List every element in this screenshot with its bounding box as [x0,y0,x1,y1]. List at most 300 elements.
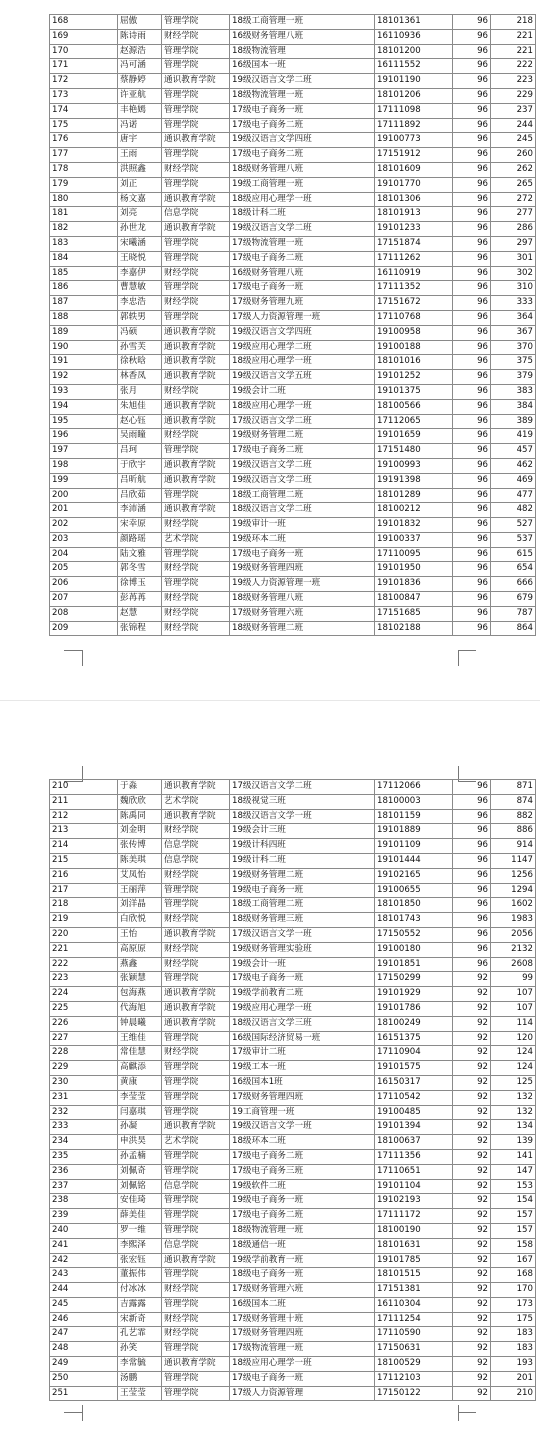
class-name-cell: 18级计科二班 [230,207,375,222]
student-id-cell: 17110651 [375,1164,453,1179]
table-row [50,296,536,311]
rank-cell: 141 [491,1149,536,1164]
class-name-cell: 17级财务管理六班 [230,1283,375,1298]
college-cell: 管理学院 [162,118,230,133]
rank-cell: 679 [491,592,536,607]
class-name-cell: 16级财务管理八班 [230,266,375,281]
college-cell: 管理学院 [162,148,230,163]
college-cell: 管理学院 [162,1194,230,1209]
student-name-cell: 安佳琦 [118,1194,162,1209]
college-cell: 财经学院 [162,592,230,607]
row-number-cell: 191 [50,355,118,370]
table-row [50,1090,536,1105]
student-id-cell: 17151874 [375,236,453,251]
page-corner-mark [64,650,82,667]
row-number-cell: 198 [50,458,118,473]
student-id-cell: 17111254 [375,1312,453,1327]
class-name-cell: 17级财务管理九班 [230,296,375,311]
student-id-cell: 18100003 [375,794,453,809]
student-name-cell: 于淼 [118,780,162,795]
table-row [50,1223,536,1238]
table-row [50,1194,536,1209]
student-id-cell: 16110304 [375,1297,453,1312]
college-cell: 通识教育学院 [162,414,230,429]
student-name-cell: 罗一维 [118,1223,162,1238]
student-id-cell: 18101289 [375,488,453,503]
rank-cell: 154 [491,1194,536,1209]
table-row [50,957,536,972]
table-row [50,473,536,488]
college-cell: 管理学院 [162,251,230,266]
class-name-cell: 19级汉语言文学五班 [230,370,375,385]
table-row [50,488,536,503]
row-number-cell: 229 [50,1061,118,1076]
student-id-cell: 19101444 [375,853,453,868]
class-name-cell: 19级电子商务一班 [230,883,375,898]
student-name-cell: 艾凤怡 [118,868,162,883]
score-cell: 96 [453,340,491,355]
rank-cell: 262 [491,162,536,177]
rank-cell: 193 [491,1357,536,1372]
college-cell: 通识教育学院 [162,370,230,385]
student-id-cell: 17112065 [375,414,453,429]
table-row [50,562,536,577]
student-name-cell: 刘佩奇 [118,1164,162,1179]
rank-cell: 201 [491,1371,536,1386]
college-cell: 管理学院 [162,59,230,74]
student-name-cell: 孙凝 [118,1120,162,1135]
student-name-cell: 赵慧 [118,606,162,621]
student-name-cell: 洪照鑫 [118,162,162,177]
college-cell: 管理学院 [162,177,230,192]
student-id-cell: 19101950 [375,562,453,577]
score-cell: 92 [453,972,491,987]
student-name-cell: 李常毓 [118,1357,162,1372]
class-name-cell: 18级视觉三班 [230,794,375,809]
class-name-cell: 19级学前教育二班 [230,987,375,1002]
college-cell: 通识教育学院 [162,222,230,237]
row-number-cell: 218 [50,898,118,913]
score-cell: 96 [453,15,491,30]
row-number-cell: 251 [50,1386,118,1401]
rank-cell: 99 [491,972,536,987]
college-cell: 财经学院 [162,29,230,44]
table-row [50,868,536,883]
rank-cell: 260 [491,148,536,163]
rank-cell: 787 [491,606,536,621]
rank-cell: 167 [491,1253,536,1268]
class-name-cell: 18级汉语言文学三班 [230,1016,375,1031]
student-id-cell: 18101016 [375,355,453,370]
class-name-cell: 17级汉语言文学二班 [230,780,375,795]
student-id-cell: 19101889 [375,824,453,839]
score-cell: 96 [453,518,491,533]
table-row [50,133,536,148]
rank-cell: 147 [491,1164,536,1179]
class-name-cell: 17级电子商务一班 [230,972,375,987]
college-cell: 管理学院 [162,1164,230,1179]
student-name-cell: 宋幸原 [118,518,162,533]
college-cell: 管理学院 [162,1061,230,1076]
student-id-cell: 19100485 [375,1105,453,1120]
rank-cell: 245 [491,133,536,148]
college-cell: 管理学院 [162,1209,230,1224]
score-cell: 92 [453,1135,491,1150]
student-name-cell: 白欣悦 [118,913,162,928]
rank-cell: 871 [491,780,536,795]
student-name-cell: 王雨 [118,148,162,163]
rank-cell: 244 [491,118,536,133]
rank-cell: 482 [491,503,536,518]
student-id-cell: 18102188 [375,621,453,636]
student-name-cell: 刘佩铭 [118,1179,162,1194]
table-row [50,1149,536,1164]
row-number-cell: 189 [50,325,118,340]
table-row [50,1312,536,1327]
score-cell: 92 [453,1179,491,1194]
student-name-cell: 陈诗雨 [118,29,162,44]
student-name-cell: 徐博玉 [118,577,162,592]
student-name-cell: 于欣宇 [118,458,162,473]
row-number-cell: 221 [50,942,118,957]
class-name-cell: 17级汉语言文学二班 [230,414,375,429]
row-number-cell: 204 [50,547,118,562]
rank-cell: 221 [491,44,536,59]
student-id-cell: 18101200 [375,44,453,59]
student-name-cell: 钟晨曦 [118,1016,162,1031]
class-name-cell: 18级工商管理一班 [230,15,375,30]
rank-cell: 615 [491,547,536,562]
score-cell: 96 [453,281,491,296]
table-row [50,177,536,192]
page-corner-mark [82,650,83,666]
page-separator [0,700,540,701]
score-cell: 96 [453,414,491,429]
page-corner-mark [458,1412,476,1429]
college-cell: 通识教育学院 [162,1357,230,1372]
student-name-cell: 郭冬雪 [118,562,162,577]
college-cell: 管理学院 [162,444,230,459]
college-cell: 管理学院 [162,15,230,30]
college-cell: 通识教育学院 [162,1120,230,1135]
table-row [50,88,536,103]
table-row [50,340,536,355]
class-name-cell: 16级国本1班 [230,1075,375,1090]
score-cell: 96 [453,577,491,592]
score-cell: 96 [453,458,491,473]
table-row [50,399,536,414]
student-name-cell: 薛美佳 [118,1209,162,1224]
table-row [50,1075,536,1090]
student-id-cell: 18101743 [375,913,453,928]
college-cell: 通识教育学院 [162,503,230,518]
student-name-cell: 宋新奇 [118,1312,162,1327]
student-name-cell: 李沛涵 [118,503,162,518]
rank-cell: 379 [491,370,536,385]
student-id-cell: 19100337 [375,532,453,547]
class-name-cell: 18级工商管理二班 [230,488,375,503]
class-name-cell: 17级电子商务一班 [230,103,375,118]
class-name-cell: 16级国本二班 [230,1297,375,1312]
student-id-cell: 19101851 [375,957,453,972]
student-name-cell: 李熙泽 [118,1238,162,1253]
row-number-cell: 212 [50,809,118,824]
table-row [50,927,536,942]
score-cell: 92 [453,1312,491,1327]
rank-cell: 462 [491,458,536,473]
score-cell: 92 [453,1090,491,1105]
college-cell: 管理学院 [162,577,230,592]
class-name-cell: 19级汉语言文学四班 [230,325,375,340]
student-id-cell: 19101575 [375,1061,453,1076]
college-cell: 管理学院 [162,103,230,118]
student-name-cell: 徐秋晗 [118,355,162,370]
row-number-cell: 190 [50,340,118,355]
row-number-cell: 231 [50,1090,118,1105]
student-id-cell: 19100180 [375,942,453,957]
college-cell: 管理学院 [162,1105,230,1120]
student-id-cell: 19100958 [375,325,453,340]
table-row [50,192,536,207]
score-cell: 96 [453,222,491,237]
rank-cell: 1983 [491,913,536,928]
class-name-cell: 17级财务管理六班 [230,606,375,621]
score-cell: 96 [453,148,491,163]
rank-cell: 124 [491,1061,536,1076]
college-cell: 通识教育学院 [162,74,230,89]
row-number-cell: 217 [50,883,118,898]
class-name-cell: 17级电子商务三班 [230,1164,375,1179]
class-name-cell: 18级通信一班 [230,1238,375,1253]
row-number-cell: 211 [50,794,118,809]
college-cell: 艺术学院 [162,794,230,809]
student-id-cell: 18101361 [375,15,453,30]
class-name-cell: 17级电子商务一班 [230,547,375,562]
college-cell: 通识教育学院 [162,325,230,340]
student-name-cell: 冯可涵 [118,59,162,74]
college-cell: 财经学院 [162,562,230,577]
row-number-cell: 248 [50,1342,118,1357]
class-name-cell: 17级人力资源管理一班 [230,310,375,325]
rank-cell: 333 [491,296,536,311]
student-id-cell: 19100993 [375,458,453,473]
class-name-cell: 16级国际经济贸易一班 [230,1031,375,1046]
student-name-cell: 张月 [118,384,162,399]
student-id-cell: 19101785 [375,1253,453,1268]
student-name-cell: 付冰冰 [118,1283,162,1298]
row-number-cell: 235 [50,1149,118,1164]
class-name-cell: 17级电子商务二班 [230,118,375,133]
score-cell: 96 [453,429,491,444]
student-name-cell: 宋曦涵 [118,236,162,251]
rank-cell: 383 [491,384,536,399]
table-row [50,1342,536,1357]
college-cell: 信息学院 [162,1238,230,1253]
row-number-cell: 203 [50,532,118,547]
class-name-cell: 17级电子商务二班 [230,1209,375,1224]
score-cell: 96 [453,118,491,133]
class-name-cell: 18级汉语言文学二班 [230,503,375,518]
table-row [50,1371,536,1386]
student-name-cell: 冯硕 [118,325,162,340]
class-name-cell: 19级学前教育一班 [230,1253,375,1268]
student-id-cell: 17112103 [375,1371,453,1386]
score-cell: 96 [453,898,491,913]
table-row [50,853,536,868]
row-number-cell: 169 [50,29,118,44]
rank-cell: 265 [491,177,536,192]
class-name-cell: 17级电子商务一班 [230,1371,375,1386]
student-name-cell: 唐宇 [118,133,162,148]
score-cell: 96 [453,355,491,370]
rank-cell: 302 [491,266,536,281]
student-name-cell: 李莹莹 [118,1090,162,1105]
rank-cell: 183 [491,1342,536,1357]
student-name-cell: 高原原 [118,942,162,957]
row-number-cell: 205 [50,562,118,577]
rank-cell: 375 [491,355,536,370]
student-name-cell: 张锦程 [118,621,162,636]
college-cell: 通识教育学院 [162,133,230,148]
student-name-cell: 李嘉伊 [118,266,162,281]
table-row [50,148,536,163]
student-id-cell: 19101252 [375,370,453,385]
row-number-cell: 232 [50,1105,118,1120]
class-name-cell: 19级应用心理学二班 [230,340,375,355]
rank-cell: 914 [491,839,536,854]
class-name-cell: 19级应用心理学一班 [230,1001,375,1016]
student-id-cell: 16110936 [375,29,453,44]
student-id-cell: 18101850 [375,898,453,913]
score-cell: 96 [453,473,491,488]
college-cell: 通识教育学院 [162,473,230,488]
score-cell: 92 [453,1342,491,1357]
student-id-cell: 18100249 [375,1016,453,1031]
rank-cell: 2056 [491,927,536,942]
student-name-cell: 孙世龙 [118,222,162,237]
student-id-cell: 17112066 [375,780,453,795]
score-cell: 96 [453,177,491,192]
rank-cell: 364 [491,310,536,325]
student-name-cell: 陈美琪 [118,853,162,868]
row-number-cell: 216 [50,868,118,883]
page-corner-mark [64,1412,82,1429]
table-row [50,384,536,399]
student-id-cell: 17150299 [375,972,453,987]
rank-cell: 107 [491,987,536,1002]
student-id-cell: 18100529 [375,1357,453,1372]
student-id-cell: 19100655 [375,883,453,898]
student-name-cell: 闫嘉琪 [118,1105,162,1120]
student-id-cell: 16150317 [375,1075,453,1090]
student-name-cell: 许亚航 [118,88,162,103]
student-id-cell: 17111892 [375,118,453,133]
student-name-cell: 张宏钰 [118,1253,162,1268]
row-number-cell: 210 [50,780,118,795]
college-cell: 管理学院 [162,883,230,898]
table-row [50,824,536,839]
row-number-cell: 202 [50,518,118,533]
class-name-cell: 17级物流管理一班 [230,236,375,251]
college-cell: 财经学院 [162,429,230,444]
college-cell: 财经学院 [162,824,230,839]
class-name-cell: 19级财务管理二班 [230,429,375,444]
student-name-cell: 王丽萍 [118,883,162,898]
row-number-cell: 171 [50,59,118,74]
table-row [50,1120,536,1135]
row-number-cell: 183 [50,236,118,251]
score-cell: 96 [453,547,491,562]
student-id-cell: 18100566 [375,399,453,414]
rank-cell: 223 [491,74,536,89]
college-cell: 管理学院 [162,1223,230,1238]
score-cell: 92 [453,1297,491,1312]
student-id-cell: 19102193 [375,1194,453,1209]
college-cell: 管理学院 [162,1031,230,1046]
college-cell: 管理学院 [162,547,230,562]
table-row [50,1046,536,1061]
row-number-cell: 238 [50,1194,118,1209]
student-name-cell: 常佳慧 [118,1046,162,1061]
student-name-cell: 吉露露 [118,1297,162,1312]
student-name-cell: 陆文雅 [118,547,162,562]
rank-cell: 168 [491,1268,536,1283]
student-id-cell: 19101786 [375,1001,453,1016]
table-row [50,621,536,636]
score-cell: 92 [453,1268,491,1283]
row-number-cell: 172 [50,74,118,89]
row-number-cell: 234 [50,1135,118,1150]
table-row [50,1327,536,1342]
college-cell: 财经学院 [162,162,230,177]
college-cell: 财经学院 [162,266,230,281]
score-cell: 96 [453,399,491,414]
score-cell: 92 [453,1001,491,1016]
score-cell: 96 [453,883,491,898]
class-name-cell: 19级计科二班 [230,853,375,868]
student-id-cell: 19101109 [375,839,453,854]
table-row [50,1253,536,1268]
score-cell: 92 [453,987,491,1002]
college-cell: 财经学院 [162,1283,230,1298]
college-cell: 管理学院 [162,1075,230,1090]
college-cell: 管理学院 [162,1268,230,1283]
student-id-cell: 19101929 [375,987,453,1002]
student-name-cell: 刘正 [118,177,162,192]
score-cell: 96 [453,488,491,503]
rank-cell: 272 [491,192,536,207]
student-name-cell: 吕昕航 [118,473,162,488]
row-number-cell: 170 [50,44,118,59]
college-cell: 财经学院 [162,606,230,621]
rank-cell: 477 [491,488,536,503]
rank-cell: 2608 [491,957,536,972]
score-cell: 92 [453,1357,491,1372]
row-number-cell: 186 [50,281,118,296]
class-name-cell: 18级财务管理二班 [230,621,375,636]
rank-cell: 107 [491,1001,536,1016]
table-row [50,794,536,809]
class-name-cell: 17级电子商务二班 [230,1149,375,1164]
table-row [50,59,536,74]
table-row [50,1238,536,1253]
college-cell: 财经学院 [162,296,230,311]
college-cell: 通识教育学院 [162,355,230,370]
row-number-cell: 179 [50,177,118,192]
table-row [50,592,536,607]
row-number-cell: 209 [50,621,118,636]
college-cell: 通识教育学院 [162,1016,230,1031]
